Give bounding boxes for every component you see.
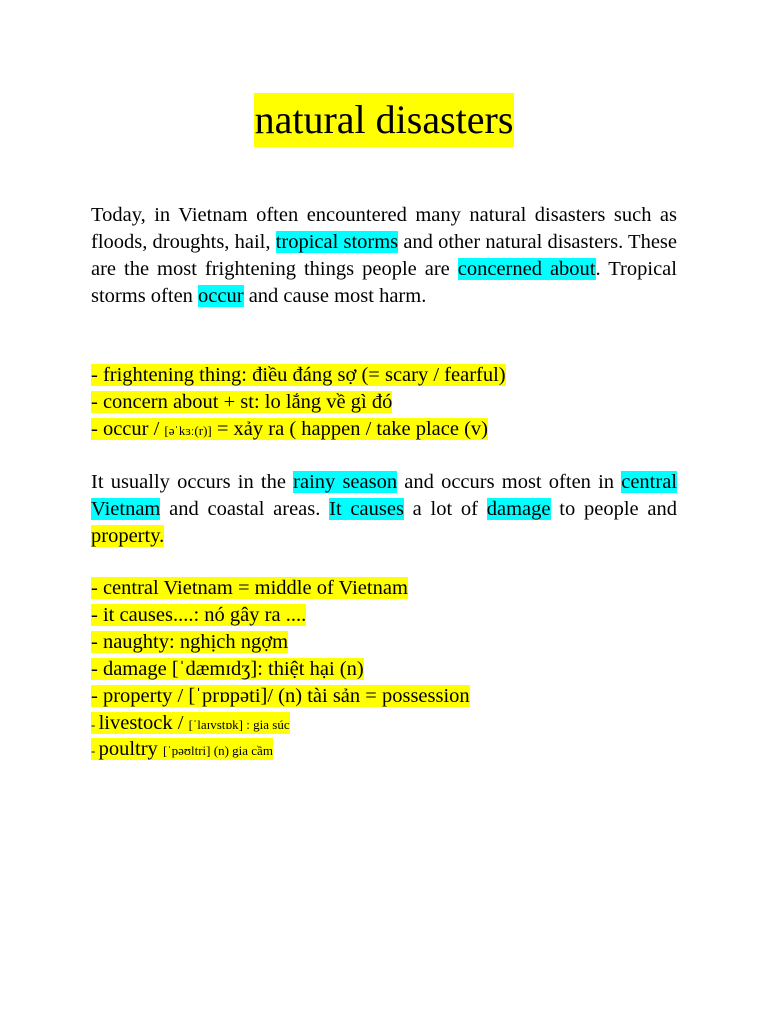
paragraph-text: and occurs most often in <box>397 471 622 493</box>
vocab-meaning: = xảy ra ( happen / take place (v) <box>211 418 488 440</box>
vocab-line <box>91 629 470 656</box>
vocab-text <box>91 712 290 734</box>
vocab-text <box>91 738 273 760</box>
vocab-text: - central Vietnam = middle of Vietnam <box>91 577 408 599</box>
highlight-yellow: property. <box>91 525 165 547</box>
vocab-text: - property / [ˈprɒpəti]/ (n) tài sản = possession <box>91 685 470 707</box>
vocab-text: - concern about + st: lo lắng về gì đó <box>91 391 393 413</box>
vocab-text: - naughty: nghịch ngợm <box>91 631 289 653</box>
vocab-dash: - <box>91 717 99 732</box>
highlight-cyan: occur <box>198 285 244 307</box>
vocab-text: - it causes....: nó gây ra .... <box>91 604 307 626</box>
paragraph-text: and cause most harm. <box>243 285 427 307</box>
vocab-line <box>91 362 506 389</box>
highlight-cyan: rainy season <box>293 471 398 493</box>
highlight-cyan: tropical storms <box>275 231 399 253</box>
vocab-line <box>91 389 506 416</box>
highlight-cyan: It causes <box>329 498 404 520</box>
paragraph-2 <box>91 469 677 550</box>
vocab-text: - frightening thing: điều đáng sợ (= scary / fearful) <box>91 364 506 386</box>
vocab-text <box>91 418 488 440</box>
paragraph-text: It usually occurs in the <box>91 471 294 493</box>
vocab-ipa: [ˈlaɪvstɒk] : gia súc <box>188 717 290 732</box>
vocab-dash: - <box>91 743 99 758</box>
vocab-ipa: [ˈpəʊltri] (n) gia cầm <box>162 743 273 758</box>
vocab-text: - damage [ˈdæmɪdʒ]: thiệt hại (n) <box>91 658 364 680</box>
highlight-cyan: concerned about <box>457 258 596 280</box>
paragraph-text: and coastal areas. <box>160 498 330 520</box>
vocab-term: - occur / <box>91 418 165 440</box>
page-title: natural disasters <box>254 93 515 147</box>
paragraph-text: Today, in Vietnam often encountered many natural disasters such as floods, droughts, hail, <box>91 204 677 253</box>
paragraph-text: a lot of <box>403 498 487 520</box>
vocab-term: poultry <box>98 738 163 760</box>
vocab-ipa: [əˈkɜː(r)] <box>164 423 212 438</box>
paragraph-text: and other natural disasters. These are the most frightening things people are <box>91 231 677 280</box>
highlight-cyan: central Vietnam <box>91 471 677 520</box>
vocab-list-1 <box>91 362 506 443</box>
vocab-list-2 <box>91 575 470 762</box>
vocab-term: livestock / <box>98 712 189 734</box>
vocab-line <box>91 602 470 629</box>
paragraph-1 <box>91 202 677 310</box>
vocab-line <box>91 575 470 602</box>
highlight-cyan: damage <box>486 498 551 520</box>
title-container <box>0 93 768 147</box>
vocab-line <box>91 416 506 443</box>
vocab-line <box>91 656 470 683</box>
vocab-line <box>91 736 470 762</box>
vocab-line <box>91 710 470 736</box>
paragraph-text: . Tropical storms often <box>91 258 677 307</box>
vocab-line <box>91 683 470 710</box>
paragraph-text: to people and <box>550 498 677 520</box>
